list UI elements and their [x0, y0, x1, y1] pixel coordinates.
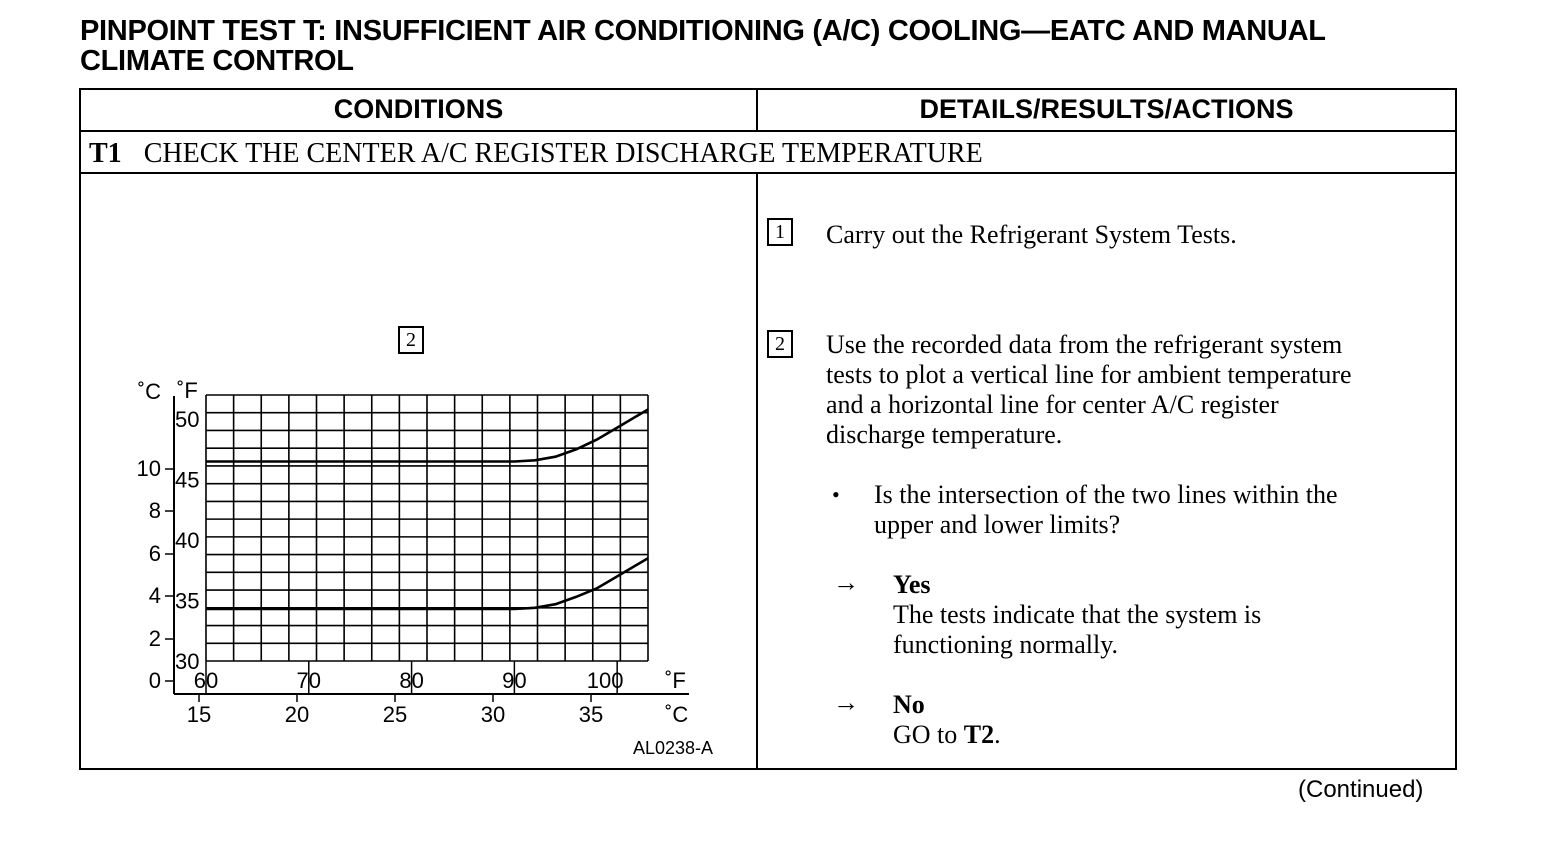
details-header: DETAILS/RESULTS/ACTIONS [919, 94, 1294, 124]
x-tick-label-f: 100 [586, 668, 624, 693]
y-tick-label-f: 45 [175, 467, 200, 493]
y-unit-c: ˚C [137, 379, 161, 404]
result-yes-line: functioning normally. [893, 630, 1119, 659]
bullet-icon: • [832, 482, 840, 507]
column-divider [756, 172, 758, 768]
y-tick-label-f: 40 [175, 528, 200, 554]
result-no [893, 690, 1001, 750]
y-tick-label-c: 10 [136, 456, 161, 481]
figure-id: AL0238-A [632, 738, 713, 756]
title-line-2: CLIMATE CONTROL [80, 45, 354, 77]
table-divider [81, 172, 1455, 174]
continued-label: (Continued) [1298, 776, 1424, 803]
x-tick-label-f: 80 [399, 668, 424, 693]
y-tick-label-c: 6 [148, 541, 161, 566]
y-tick-label-c: 4 [148, 583, 161, 608]
step-title: CHECK THE CENTER A/C REGISTER DISCHARGE TEMPERATURE [143, 138, 983, 169]
question-text [874, 480, 1338, 540]
step-2-line: Use the recorded data from the refrigerant system [826, 330, 1343, 359]
x-tick-label-f: 60 [193, 668, 219, 693]
question-line: Is the intersection of the two lines within the [874, 480, 1338, 509]
y-tick-label-f: 30 [175, 649, 200, 674]
x-tick-label-c: 20 [284, 702, 310, 727]
step-id: T1 [89, 138, 122, 169]
x-unit-f: ˚F [665, 668, 686, 693]
x-tick-label-c: 25 [382, 702, 408, 727]
discharge-temperature-chart [81, 366, 756, 756]
page-title [80, 16, 1480, 76]
y-tick-label-c: 8 [148, 498, 161, 523]
result-no-action [893, 720, 1001, 750]
result-no-action-text: GO to [893, 720, 964, 749]
step-2-line: and a horizontal line for center A/C register [826, 390, 1279, 419]
table-divider [81, 130, 1455, 132]
result-no-label: No [893, 690, 925, 719]
y-tick-label-c: 2 [148, 626, 161, 651]
step-number-2: 2 [767, 330, 793, 358]
title-line-1: PINPOINT TEST T: INSUFFICIENT AIR CONDITIONING (A/C) COOLING—EATC AND MANUAL [80, 15, 1326, 47]
y-tick-label-f: 50 [175, 407, 200, 433]
pinpoint-test-table [79, 88, 1457, 770]
step-2-text [826, 330, 1352, 450]
result-yes [893, 570, 1261, 660]
chart-labels [137, 378, 713, 756]
y-tick-label-c: 0 [148, 668, 161, 693]
question-line: upper and lower limits? [874, 510, 1121, 539]
arrow-right-icon: → [833, 568, 859, 597]
chart-grid [206, 395, 648, 661]
result-no-target: T2 [963, 720, 995, 749]
conditions-header: CONDITIONS [333, 94, 504, 124]
step-title-row [89, 138, 983, 170]
figure-callout-box: 2 [398, 326, 424, 354]
result-yes-label: Yes [893, 570, 931, 599]
x-tick-label-c: 30 [480, 702, 506, 727]
arrow-right-icon: → [833, 688, 859, 717]
result-yes-line: The tests indicate that the system is [893, 600, 1262, 629]
step-2-line: discharge temperature. [826, 420, 1063, 449]
y-tick-label-f: 35 [175, 588, 200, 614]
x-tick-label-c: 15 [186, 702, 212, 727]
step-1-text: Carry out the Refrigerant System Tests. [826, 220, 1237, 249]
step-2-line: tests to plot a vertical line for ambient temperature [826, 360, 1352, 389]
x-unit-c: ˚C [665, 702, 689, 727]
x-tick-label-c: 35 [578, 702, 604, 727]
x-tick-label-f: 90 [502, 668, 527, 693]
x-tick-label-f: 70 [296, 668, 322, 693]
y-unit-f: ˚F [177, 378, 198, 403]
result-no-action-suffix: . [994, 720, 1001, 749]
step-number-1: 1 [767, 218, 793, 246]
